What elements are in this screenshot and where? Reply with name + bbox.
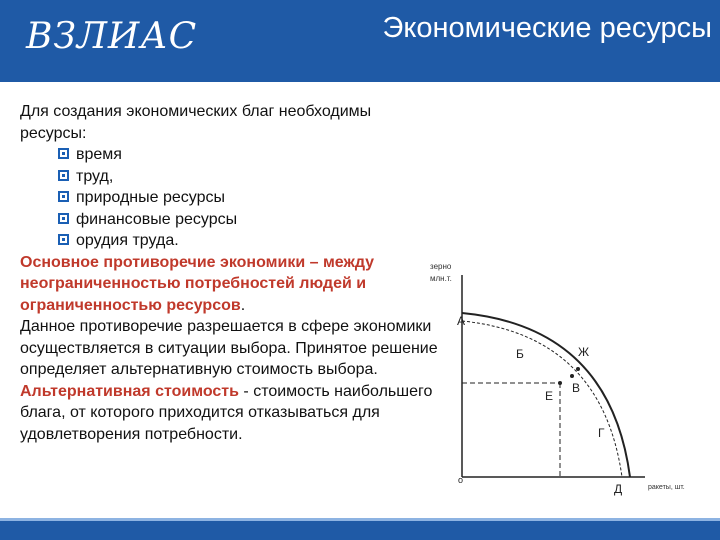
point-v-label: В [572, 381, 581, 395]
y-axis-label-2: млн.т. [430, 274, 452, 283]
point-a-label: А [457, 314, 466, 328]
intro-text: Для создания экономических благ необходимы ресурсы: [20, 103, 372, 142]
point-zh-marker [576, 367, 580, 371]
list-item [58, 166, 440, 188]
ppf-curve-inner [462, 321, 622, 477]
list-item-text: орудия труда. [76, 232, 179, 249]
logo [0, 0, 197, 82]
point-e-label: Е [545, 389, 554, 403]
contradiction-paragraph [20, 252, 440, 317]
list-item-text: природные ресурсы [76, 189, 225, 206]
contradiction-end: . [240, 296, 246, 314]
list-item-text: финансовые ресурсы [76, 210, 238, 228]
contradiction-text: Основное противоречие экономики – между неограниченностью потребностей людей и ограниченностью ресурсов [20, 253, 375, 314]
slide-title: Экономические ресурсы [382, 12, 712, 44]
list-item-text: труд, [76, 167, 114, 185]
header [0, 0, 720, 82]
x-axis-label: ракеты, шт. [648, 484, 685, 491]
footer-bar [0, 518, 720, 540]
point-zh-label: Ж [578, 345, 590, 359]
list-item [58, 144, 440, 166]
origin-label: о [458, 475, 464, 485]
checkbox-bullet-icon [58, 234, 69, 245]
resource-list [20, 144, 440, 252]
alt-cost-definition: - стоимость наибольшего блага, от которого приходится отказываться для удовлетворения потребности. [20, 382, 433, 443]
point-e-marker [558, 381, 562, 385]
production-possibilities-graph [420, 255, 710, 500]
list-item [58, 230, 440, 252]
checkbox-bullet-icon [58, 213, 69, 224]
point-g-label: Г [598, 426, 605, 440]
slide-body [20, 101, 440, 445]
footer-stripe [0, 518, 720, 521]
resolution-text: Данное противоречие разрешается в сфере экономики осуществляется в ситуации выбора. Принятое решение определяет альтернативную стоимость выбора. [20, 318, 438, 378]
list-item-text: время [76, 146, 122, 163]
checkbox-bullet-icon [58, 170, 69, 181]
checkbox-bullet-icon [58, 191, 69, 202]
point-b-label: Б [516, 347, 524, 361]
alt-cost-term: Альтернативная стоимость [20, 382, 239, 400]
list-item [58, 187, 440, 209]
title-bar [197, 0, 720, 82]
logo-text: ВЗЛИАС [26, 16, 198, 57]
checkbox-bullet-icon [58, 148, 69, 159]
y-axis-label-1: зерно [430, 262, 452, 271]
list-item [58, 209, 440, 231]
point-d-label: Д [614, 482, 623, 496]
alt-cost-paragraph [20, 381, 440, 446]
point-v-marker [570, 374, 574, 378]
